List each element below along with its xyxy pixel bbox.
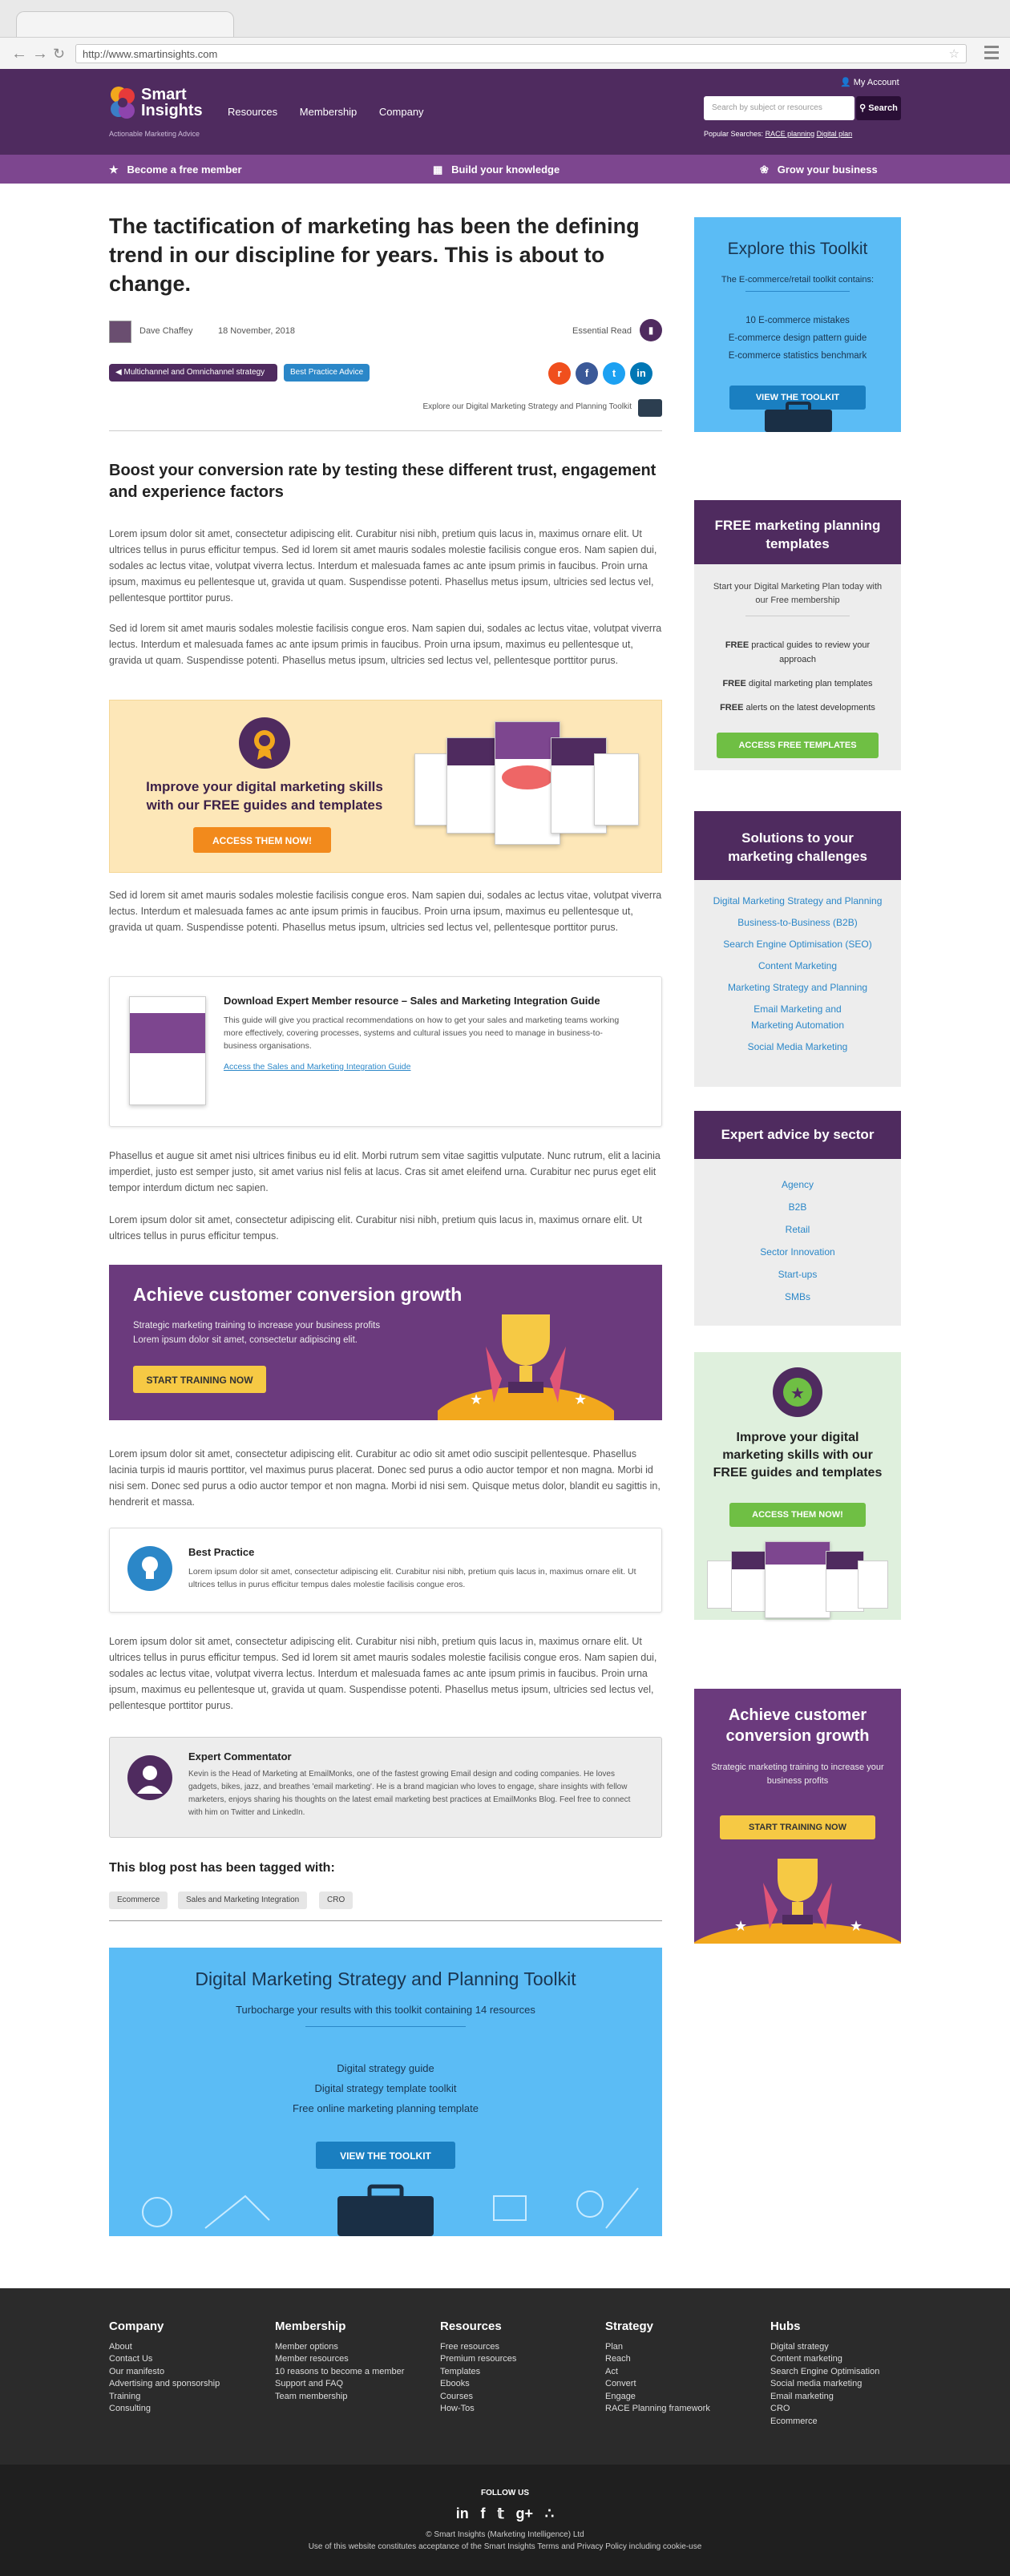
resource-link[interactable]: Access the Sales and Marketing Integration Guide xyxy=(224,1062,411,1072)
resource-title: Download Expert Member resource – Sales and Marketing Integration Guide xyxy=(224,995,600,1007)
twitter-icon[interactable]: t xyxy=(603,362,625,385)
access-templates-button[interactable]: ACCESS FREE TEMPLATES xyxy=(717,733,879,758)
solutions-list xyxy=(702,893,893,1055)
guide-cover-icon xyxy=(129,996,206,1105)
explore-item: 10 E-commerce mistakes xyxy=(745,316,850,325)
sidebar-conversion-title: Achieve customer conversion growth xyxy=(725,1706,870,1745)
paragraph-5: Lorem ipsum dolor sit amet, consectetur adipiscing elit. Curabitur nisi nibh, pretium quis lacus in, maximus ornare elit. Ut ultrices tellus in purus efficitur tempus. xyxy=(109,1214,642,1242)
footer-col-hubs xyxy=(770,2320,915,2428)
footer-link[interactable]: RACE Planning framework xyxy=(605,2404,710,2413)
solution-link[interactable]: Content Marketing xyxy=(758,960,838,971)
guides-illustration xyxy=(707,1541,888,1620)
footer-link[interactable]: Our manifesto xyxy=(109,2366,165,2376)
footer-link[interactable]: Training xyxy=(109,2391,141,2401)
tag-cro[interactable]: CRO xyxy=(319,1892,353,1909)
toolkit-title: Digital Marketing Strategy and Planning Toolkit xyxy=(195,1968,576,1989)
sector-list xyxy=(694,1173,901,1308)
solution-link[interactable]: Business-to-Business (B2B) xyxy=(737,917,858,928)
footer-link[interactable]: Premium resources xyxy=(440,2354,517,2364)
bookmark-icon[interactable]: ▮ xyxy=(640,319,662,341)
subnav-label: Grow your business xyxy=(777,164,878,176)
footer-link[interactable]: Engage xyxy=(605,2391,636,2401)
green-guides-card xyxy=(694,1352,901,1620)
divider xyxy=(745,291,850,292)
reload-icon[interactable]: ↻ xyxy=(53,46,66,62)
footer-link[interactable]: Contact Us xyxy=(109,2354,153,2364)
star-icon: ★ xyxy=(109,164,119,176)
free-item-text: digital marketing plan templates xyxy=(745,679,873,688)
svg-text:★: ★ xyxy=(850,1918,863,1934)
toolkit-item: Digital strategy template toolkit xyxy=(314,2082,457,2094)
tag-sales-marketing[interactable]: Sales and Marketing Integration xyxy=(178,1892,307,1909)
divider xyxy=(109,430,662,431)
terms-text: Use of this website constitutes acceptance of the Smart Insights Terms and Privacy Policy including cookie-use xyxy=(308,2542,702,2551)
footer-link[interactable]: Ebooks xyxy=(440,2379,470,2388)
footer-bottom xyxy=(0,2465,1010,2576)
footer-link[interactable]: Digital strategy xyxy=(770,2341,829,2352)
subnav-label: Become a free member xyxy=(127,164,242,176)
explore-item: E-commerce design pattern guide xyxy=(728,333,867,343)
toolkit-item: Free online marketing planning template xyxy=(293,2102,479,2114)
trophy-icon xyxy=(438,1306,614,1420)
footer-link[interactable]: Free resources xyxy=(440,2341,499,2352)
rss-icon[interactable]: ∴ xyxy=(544,2505,555,2521)
toolkit-line-text: Explore our Digital Marketing Strategy and Planning Toolkit xyxy=(422,402,632,411)
explore-title: Explore this Toolkit xyxy=(727,240,868,258)
footer-link[interactable]: Plan xyxy=(605,2341,624,2352)
person-avatar-icon xyxy=(127,1755,172,1800)
promo1-title: Improve your digital marketing skills with our FREE guides and templates xyxy=(146,779,383,813)
browser-chrome xyxy=(0,0,1010,69)
divider xyxy=(109,1920,662,1921)
svg-text:★: ★ xyxy=(790,1385,805,1403)
search-input[interactable]: Search by subject or resources xyxy=(704,96,854,120)
free-templates-intro: Start your Digital Marketing Plan today with our Free membership xyxy=(713,582,883,605)
free-item-text: practical guides to review your approach xyxy=(749,640,871,664)
footer-link[interactable]: Email marketing xyxy=(770,2391,834,2401)
free-item xyxy=(710,676,885,691)
footer-link[interactable]: Consulting xyxy=(109,2404,151,2413)
footer-link[interactable]: Templates xyxy=(440,2366,481,2376)
paragraph-7: Lorem ipsum dolor sit amet, consectetur adipiscing elit. Curabitur nisi nibh, pretium quis lacus in, maximus ornare elit. Ut ultrices tellus in purus efficitur tempus. Sed id lorem sit amet mauris sodales molestie facilisis congue eros. Nam sapien dui, sodales ac lectus vitae, volutpat viverra lectus. Interdum et malesuada fames ac ante ipsum primis in faucibus. Proin urna ipsum, maximus eu pellentesque ut, gravida ut quam. Suspendisse potenti. Phasellus metus ipsum, ultricies sed lectus vel, pellentesque porttitor purus. xyxy=(109,1636,657,1711)
search-button[interactable] xyxy=(856,96,901,120)
footer-col-company xyxy=(109,2320,253,2416)
briefcase-icon xyxy=(758,402,838,432)
popular-link-race[interactable]: RACE planning xyxy=(765,130,815,138)
author-name[interactable]: Dave Chaffey xyxy=(139,326,193,336)
toolkit-banner xyxy=(109,1948,662,2236)
url-field[interactable] xyxy=(75,44,967,63)
browser-menu-icon[interactable] xyxy=(984,46,999,63)
address-bar-row xyxy=(0,37,1010,69)
promo1-button[interactable]: ACCESS THEM NOW! xyxy=(193,827,331,853)
site-footer xyxy=(0,2288,1010,2576)
copyright: © Smart Insights (Marketing Intelligence) Ltd xyxy=(426,2530,584,2539)
toolkit-items xyxy=(109,2058,662,2118)
nav-company[interactable]: Company xyxy=(378,106,424,118)
solution-link[interactable]: Email Marketing and Marketing Automation xyxy=(750,1003,845,1031)
logo-tagline: Actionable Marketing Advice xyxy=(109,130,200,138)
footer-col-title: Company xyxy=(109,2320,164,2333)
free-item-bold: FREE xyxy=(720,703,744,713)
green-access-button[interactable]: ACCESS THEM NOW! xyxy=(729,1503,866,1527)
footer-link[interactable]: Member options xyxy=(275,2341,338,2352)
sector-card xyxy=(694,1111,901,1326)
popular-searches xyxy=(704,130,852,138)
explore-subtitle: The E-commerce/retail toolkit contains: xyxy=(721,275,875,285)
author-row xyxy=(109,319,662,345)
sector-title: Expert advice by sector xyxy=(694,1111,901,1159)
footer-link[interactable]: How-Tos xyxy=(440,2404,475,2413)
svg-text:★: ★ xyxy=(470,1391,483,1407)
footer-link[interactable]: Support and FAQ xyxy=(275,2379,343,2388)
twitter-icon[interactable]: 𝕥 xyxy=(497,2505,504,2521)
main-nav xyxy=(228,106,443,118)
explore-toolkit-card xyxy=(694,217,901,432)
expert-title: Expert Commentator xyxy=(188,1750,292,1762)
sidebar-training-button[interactable]: START TRAINING NOW xyxy=(720,1815,875,1839)
nav-membership[interactable]: Membership xyxy=(299,106,358,118)
footer-link[interactable]: Courses xyxy=(440,2391,473,2401)
green-card-title: Improve your digital marketing skills with our FREE guides and templates xyxy=(713,1431,883,1480)
logo-line2: Insights xyxy=(141,102,203,119)
free-templates-title: FREE marketing planning templates xyxy=(694,500,901,564)
footer-link[interactable]: Search Engine Optimisation xyxy=(770,2366,880,2376)
user-icon: 👤 xyxy=(840,78,851,87)
best-practice-box xyxy=(109,1528,662,1613)
sidebar-conversion-card xyxy=(694,1689,901,1944)
solution-link[interactable]: Marketing Strategy and Planning xyxy=(727,982,868,993)
paragraph-6: Lorem ipsum dolor sit amet, consectetur adipiscing elit. Curabitur ac odio sit amet odio suscipit pellentesque. Phasellus lacinia turpis id mauris porttitor, vel maximus purus placerat. Donec sed purus a odio auctor tempor et non magna. Morbi id nisi sem. Donec sed purus a odio auctor tempor et non magna. Morbi id nisi sem. Quisque metus dolor, blandit eu sagittis in, hendrerit et massa. xyxy=(109,1448,661,1508)
promo2-title: Achieve customer conversion growth xyxy=(133,1284,463,1305)
free-templates-card xyxy=(694,500,901,770)
popular-link-digital-plan[interactable]: Digital plan xyxy=(816,130,853,138)
toolkit-button[interactable]: VIEW THE TOOLKIT xyxy=(316,2142,455,2169)
account-label: My Account xyxy=(853,78,899,87)
linkedin-icon[interactable]: in xyxy=(455,2505,469,2521)
free-item xyxy=(710,638,885,667)
svg-text:★: ★ xyxy=(574,1391,588,1407)
forward-icon[interactable]: → xyxy=(32,45,48,63)
tag-label: Multichannel and Omnichannel strategy xyxy=(123,368,265,377)
tag-omnichannel[interactable] xyxy=(109,364,277,382)
promo2-sub2: Lorem ipsum dolor sit amet, consectetur adipiscing elit. xyxy=(133,1335,358,1345)
toolkit-explore-line[interactable] xyxy=(109,402,662,411)
free-item-bold: FREE xyxy=(722,679,746,688)
trophy-icon xyxy=(694,1851,901,1944)
footer-link[interactable]: Content marketing xyxy=(770,2354,842,2364)
best-practice-title: Best Practice xyxy=(188,1546,255,1558)
essential-read-label: Essential Read xyxy=(572,326,632,336)
promo2-button[interactable]: START TRAINING NOW xyxy=(133,1366,266,1393)
subnav-build-knowledge[interactable] xyxy=(433,164,560,176)
footer-link[interactable]: Ecommerce xyxy=(770,2416,818,2426)
medal-icon xyxy=(238,717,291,769)
briefcase-icon xyxy=(638,399,662,417)
footer-col-title: Resources xyxy=(440,2320,502,2333)
solutions-card xyxy=(694,811,901,1087)
toolkit-subtitle: Turbocharge your results with this toolkit containing 14 resources xyxy=(236,2004,535,2016)
explore-toolkit-button[interactable]: VIEW THE TOOLKIT xyxy=(729,386,866,410)
sidebar-conversion-subtitle: Strategic marketing training to increase your business profits xyxy=(711,1762,884,1786)
subnav-become-member[interactable] xyxy=(109,164,242,176)
medal-star-icon xyxy=(772,1367,823,1418)
tagged-title: This blog post has been tagged with: xyxy=(109,1861,335,1875)
logo-mark-icon xyxy=(109,85,136,123)
footer-link[interactable]: Social media marketing xyxy=(770,2379,863,2388)
sector-link[interactable]: B2B xyxy=(788,1201,807,1213)
footer-link[interactable]: Member resources xyxy=(275,2354,349,2364)
paragraph-4: Phasellus et augue sit amet nisi ultrices finibus eu id elit. Morbi rutrum sem vitae sagittis vulputate. Nunc rutrum, elit a lacinia imperdiet, justo est semper justo, sit amet varius nisl felis at lacus. Cras sit amet eleifend urna. Curabitur nec purus eget elit tempor interdum dictum nec sapien. xyxy=(109,1150,661,1193)
footer-link[interactable]: Team membership xyxy=(275,2391,348,2401)
logo-line1: Smart xyxy=(141,86,187,103)
footer-link[interactable]: Act xyxy=(605,2366,618,2376)
solutions-title: Solutions to your marketing challenges xyxy=(694,811,901,880)
paragraph-2: Sed id lorem sit amet mauris sodales molestie facilisis congue eros. Nam sapien dui, sodales ac lectus vitae, volutpat viverra lectus. Interdum et malesuada fames ac ante ipsum primis in faucibus. Proin urna ipsum, maximus eu pellentesque ut, gravida ut quam. Suspendisse potenti. Phasellus metus ipsum, ultricies sed lectus vel, pellentesque porttitor purus. xyxy=(109,623,662,666)
linkedin-icon[interactable]: in xyxy=(630,362,652,385)
publish-date: 18 November, 2018 xyxy=(218,326,296,336)
subnav-label: Build your knowledge xyxy=(451,164,560,176)
footer-link[interactable]: 10 reasons to become a member xyxy=(275,2366,405,2376)
reddit-icon[interactable]: r xyxy=(548,362,571,385)
sector-link[interactable]: Sector Innovation xyxy=(760,1246,835,1258)
divider xyxy=(305,2026,466,2027)
article-subtitle: Boost your conversion rate by testing these different trust, engagement and experience factors xyxy=(109,462,656,501)
explore-item: E-commerce statistics benchmark xyxy=(728,351,867,361)
article-title: The tactification of marketing has been the defining trend in our discipline for years. This is about to change. xyxy=(109,214,640,296)
back-icon[interactable]: ← xyxy=(11,45,27,63)
footer-link[interactable]: Convert xyxy=(605,2379,636,2388)
footer-link[interactable]: Reach xyxy=(605,2354,631,2364)
sub-nav xyxy=(0,155,1010,184)
best-practice-text: Lorem ipsum dolor sit amet, consectetur adipiscing elit. Curabitur nisi nibh, pretium quis lacus in, maximus ornare elit. Ut ultrices tellus in purus efficitur tempus dales molestie facilisis congue eros. xyxy=(188,1567,636,1589)
bookmark-star-icon[interactable]: ☆ xyxy=(948,47,960,61)
expert-text: Kevin is the Head of Marketing at EmailMonks, one of the fastest growing Email design and coding companies. He loves gadgets, bikes, jazz, and breathes 'email marketing'. He is a brand magician who loves to engage, share insights with fellow marketers, enjoys sharing his thoughts on the latest email marketing best practices at EmailMonks Blog. Feel free to connect with him on Twitter and LinkedIn. xyxy=(188,1770,631,1817)
footer-col-title: Hubs xyxy=(770,2320,801,2333)
plant-icon: ❀ xyxy=(760,164,769,176)
sector-link[interactable]: Start-ups xyxy=(778,1269,818,1280)
free-items xyxy=(710,638,885,715)
expert-commentator-box xyxy=(109,1737,662,1838)
toolkit-item: Digital strategy guide xyxy=(337,2062,434,2074)
lightbulb-icon xyxy=(127,1546,172,1591)
blocks-icon: ▦ xyxy=(433,164,443,176)
browser-tab[interactable] xyxy=(16,11,234,37)
explore-items xyxy=(694,312,901,365)
free-item xyxy=(710,701,885,715)
conversion-growth-promo xyxy=(109,1265,662,1420)
search-icon: ⚲ xyxy=(859,103,867,113)
facebook-icon[interactable]: f xyxy=(480,2505,486,2521)
resource-text: This guide will give you practical recommendations on how to get your sales and marketing teams working more effectively, covering processes, systems and cultural issues you need to manage in business-to-business organisations. xyxy=(224,1015,620,1051)
footer-col-title: Membership xyxy=(275,2320,346,2333)
footer-link[interactable]: About xyxy=(109,2341,132,2352)
solution-link[interactable]: Social Media Marketing xyxy=(747,1041,848,1052)
author-avatar xyxy=(109,321,131,343)
tag-ecommerce[interactable]: Ecommerce xyxy=(109,1892,168,1909)
tag-best-practice[interactable]: Best Practice Advice xyxy=(284,364,370,382)
footer-col-strategy xyxy=(605,2320,749,2416)
sector-link[interactable]: Retail xyxy=(785,1224,810,1235)
footer-link[interactable]: CRO xyxy=(770,2404,790,2413)
search-button-label: Search xyxy=(868,103,898,113)
solution-link[interactable]: Search Engine Optimisation (SEO) xyxy=(723,939,872,950)
subnav-grow-business[interactable] xyxy=(760,164,878,176)
expert-resource-box xyxy=(109,976,662,1127)
guides-illustration xyxy=(414,721,639,858)
follow-us-label: FOLLOW US xyxy=(481,2489,529,2497)
footer-link[interactable]: Advertising and sponsorship xyxy=(109,2379,220,2388)
sector-link[interactable]: Agency xyxy=(781,1179,814,1190)
nav-resources[interactable]: Resources xyxy=(228,106,278,118)
paragraph-1: Lorem ipsum dolor sit amet, consectetur adipiscing elit. Curabitur nisi nibh, pretium quis lacus in, maximus ornare elit. Ut ultrices tellus in purus efficitur tempus. Sed id lorem sit amet mauris sodales molestie facilisis congue eros. Nam sapien dui, sodales ac lectus vitae, volutpat viverra lectus. Interdum et malesuada fames ac ante ipsum primis in faucibus. Proin urna ipsum, maximus eu pellentesque ut, gravida ut quam. Suspendisse potenti. Phasellus metus ipsum, ultricies sed lectus vel, pellentesque porttitor purus. xyxy=(109,528,657,604)
svg-text:★: ★ xyxy=(734,1918,748,1934)
sector-link[interactable]: SMBs xyxy=(784,1291,810,1302)
free-guides-promo xyxy=(109,700,662,873)
toolkit-doodles-illustration xyxy=(109,2172,662,2236)
footer-col-title: Strategy xyxy=(605,2320,654,2333)
promo2-sub1: Strategic marketing training to increase your business profits xyxy=(133,1321,381,1330)
free-item-text: alerts on the latest developments xyxy=(743,703,875,713)
url-text: http://www.smartinsights.com xyxy=(83,48,218,60)
popular-label: Popular Searches: xyxy=(704,130,764,138)
facebook-icon[interactable]: f xyxy=(576,362,598,385)
my-account-link[interactable] xyxy=(840,77,899,87)
tag-arrow-icon: ◀ xyxy=(115,368,122,377)
paragraph-3: Sed id lorem sit amet mauris sodales molestie facilisis congue eros. Nam sapien dui, sodales ac lectus vitae, volutpat viverra lectus. Interdum et malesuada fames ac ante ipsum primis in faucibus. Proin urna ipsum, maximus eu pellentesque ut, gravida ut quam. Suspendisse potenti. Phasellus metus ipsum, ultricies sed lectus vel, pellentesque porttitor purus. xyxy=(109,890,662,933)
googleplus-icon[interactable]: g+ xyxy=(515,2505,533,2521)
footer-col-resources xyxy=(440,2320,584,2416)
free-item-bold: FREE xyxy=(725,640,749,650)
footer-col-membership xyxy=(275,2320,419,2403)
solution-link[interactable]: Digital Marketing Strategy and Planning xyxy=(713,895,883,906)
